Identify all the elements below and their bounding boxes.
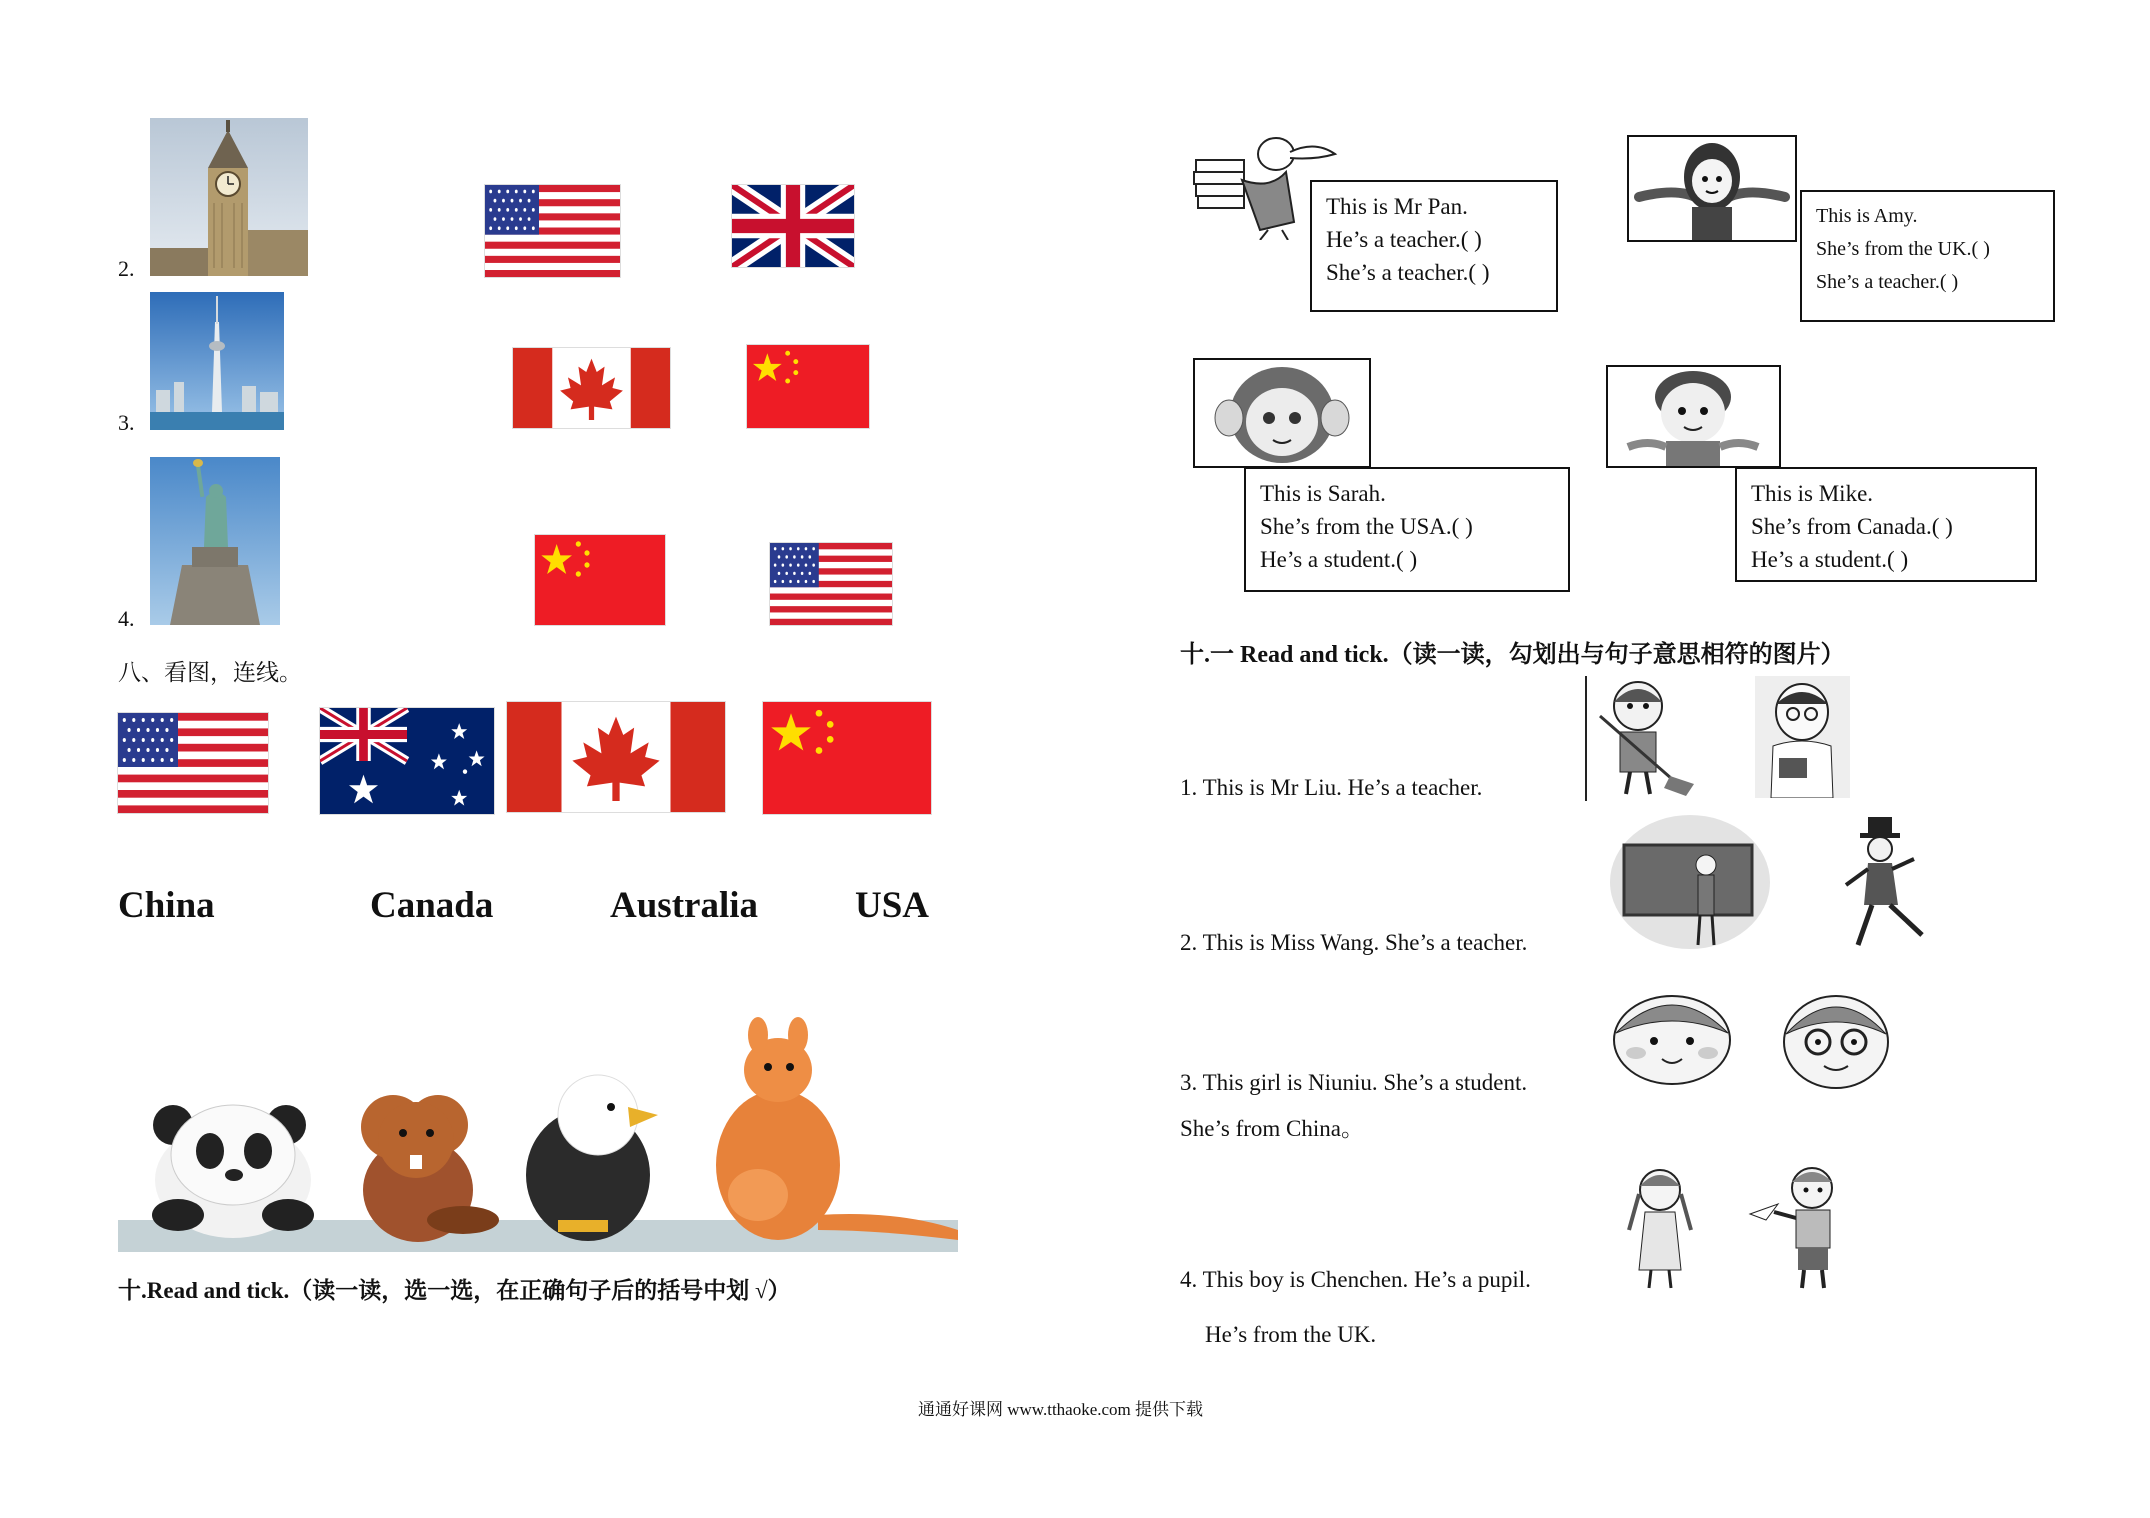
girl-pigtails-cartoon[interactable] [1625,1160,1695,1290]
sentence-4: 4. This boy is Chenchen. He’s a pupil. [1180,1267,1531,1292]
sentence-1: 1. This is Mr Liu. He’s a teacher. [1180,775,1483,800]
amy-text-box [1800,190,2055,322]
animals-illustration [118,1015,958,1252]
panda-icon [152,1105,314,1238]
row-number-2: 2. [118,256,135,281]
boy-glasses-face-cartoon[interactable] [1780,980,1892,1090]
china-flag-2[interactable] [535,535,665,625]
china-flag-3[interactable] [763,702,931,814]
row-number-3: 3. [118,410,135,435]
usa-flag[interactable] [485,185,620,277]
sentence-3: 3. This girl is Niuniu. She’s a student. [1180,1070,1528,1095]
sarah-text-box [1244,467,1570,592]
amy-image-box [1627,135,1797,242]
statue-of-liberty-photo [150,457,280,625]
cn-tower-photo [150,292,284,430]
sarah-line-1: This is Sarah. [1260,481,1386,506]
usa-flag-2[interactable] [770,543,892,625]
country-label-usa[interactable]: USA [855,885,930,926]
mike-line-2[interactable]: She’s from Canada.( ) [1751,514,1953,539]
amy-line-3[interactable]: She’s a teacher.( ) [1816,271,1959,293]
mike-text-box [1735,467,2037,582]
teacher-reading-cartoon[interactable] [1755,676,1850,798]
country-label-china[interactable]: China [118,885,215,926]
mr-pan-line-3[interactable]: She’s a teacher.( ) [1326,260,1490,285]
boy-paper-plane-cartoon[interactable] [1748,1160,1848,1290]
magician-cartoon[interactable] [1838,815,1933,950]
amy-line-2[interactable]: She’s from the UK.( ) [1816,238,1990,260]
mike-image-box [1606,365,1781,468]
country-label-canada[interactable]: Canada [370,885,494,926]
divider-line [1585,676,1587,801]
canada-flag[interactable] [513,348,670,428]
mr-pan-text-box [1310,180,1558,312]
girl-sweeping-cartoon[interactable] [1590,676,1695,796]
sentence-2: 2. This is Miss Wang. She’s a teacher. [1180,930,1528,955]
mr-pan-line-1: This is Mr Pan. [1326,194,1468,219]
section-11-title: 十.一 Read and tick.（读一读，勾划出与句子意思相符的图片） [1180,642,1845,668]
country-label-australia[interactable]: Australia [610,885,758,926]
canada-flag-2[interactable] [507,702,725,812]
mr-pan-line-2[interactable]: He’s a teacher.( ) [1326,227,1482,252]
sarah-image-box [1193,358,1371,468]
mike-line-1: This is Mike. [1751,481,1874,506]
australia-flag[interactable] [320,708,494,814]
teacher-at-blackboard-cartoon[interactable] [1610,815,1770,950]
footer-source[interactable]: 通通好课网 www.tthaoke.com 提供下载 [918,1400,1204,1419]
section-10-title: 十.Read and tick.（读一读，选一选，在正确句子后的括号中划 √） [118,1278,791,1303]
mike-line-3[interactable]: He’s a student.( ) [1751,547,1909,572]
sarah-line-2[interactable]: She’s from the USA.( ) [1260,514,1473,539]
amy-line-1: This is Amy. [1816,205,1918,227]
uk-flag[interactable] [732,185,854,267]
section-8-title: 八、看图，连线。 [118,660,302,685]
row-number-4: 4. [118,606,135,631]
girl-face-cartoon[interactable] [1610,985,1735,1085]
sarah-line-3[interactable]: He’s a student.( ) [1260,547,1418,572]
sentence-4b: He’s from the UK. [1205,1322,1377,1347]
usa-flag-3[interactable] [118,713,268,813]
sentence-3b: She’s from China。 [1180,1116,1364,1141]
big-ben-photo [150,118,308,276]
china-flag[interactable] [747,345,869,428]
